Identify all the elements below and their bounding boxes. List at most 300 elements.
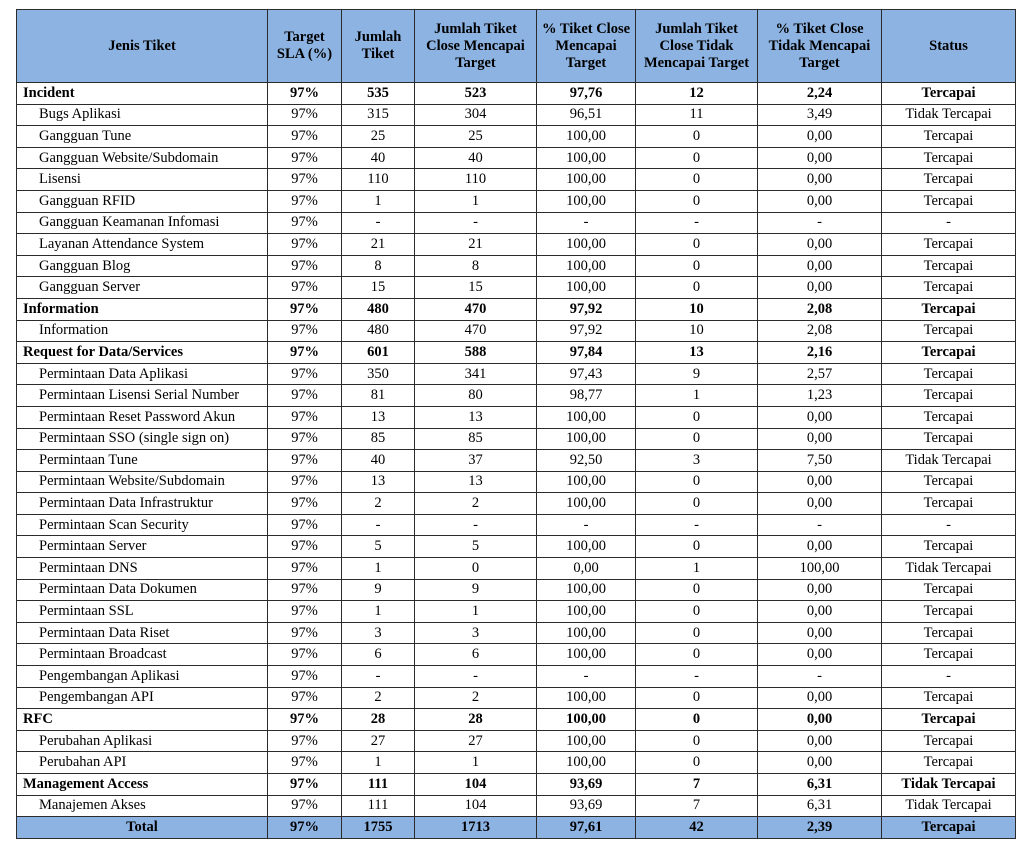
table-row (17, 622, 1016, 644)
cell-target-sla: 97% (268, 147, 342, 169)
cell-close-tidak-mencapai: 0 (636, 428, 758, 450)
cell-close-tidak-mencapai: 0 (636, 169, 758, 191)
cell-jumlah-tiket: 1 (342, 752, 415, 774)
cell-persen-close-mencapai: 96,51 (537, 104, 636, 126)
cell-persen-close-mencapai: 100,00 (537, 709, 636, 731)
table-row (17, 752, 1016, 774)
cell-persen-close-tidak-mencapai: - (758, 514, 882, 536)
table-row (17, 190, 1016, 212)
cell-persen-close-tidak-mencapai: 0,00 (758, 644, 882, 666)
table-row (17, 514, 1016, 536)
cell-jenis-tiket: Permintaan Lisensi Serial Number (17, 385, 268, 407)
cell-target-sla: 97% (268, 277, 342, 299)
cell-jenis-tiket: Perubahan API (17, 752, 268, 774)
cell-persen-close-tidak-mencapai: 0,00 (758, 579, 882, 601)
header-jumlah-tiket: Jumlah Tiket (342, 10, 415, 83)
cell-jenis-tiket: Permintaan Broadcast (17, 644, 268, 666)
cell-persen-close-tidak-mencapai: 0,00 (758, 147, 882, 169)
cell-persen-close-tidak-mencapai: 2,08 (758, 298, 882, 320)
cell-jumlah-tiket: 13 (342, 406, 415, 428)
cell-close-mencapai: 80 (415, 385, 537, 407)
cell-close-mencapai: 1713 (415, 817, 537, 839)
sla-ticket-table (16, 9, 1016, 839)
cell-target-sla: 97% (268, 817, 342, 839)
cell-close-mencapai: 470 (415, 298, 537, 320)
cell-status: Tidak Tercapai (882, 774, 1016, 796)
cell-close-tidak-mencapai: 0 (636, 190, 758, 212)
cell-jumlah-tiket: 535 (342, 83, 415, 105)
cell-jenis-tiket: Layanan Attendance System (17, 234, 268, 256)
cell-target-sla: 97% (268, 255, 342, 277)
cell-close-tidak-mencapai: 0 (636, 622, 758, 644)
cell-jumlah-tiket: 28 (342, 709, 415, 731)
cell-status: Tercapai (882, 817, 1016, 839)
cell-target-sla: 97% (268, 190, 342, 212)
cell-close-mencapai: 104 (415, 774, 537, 796)
cell-close-mencapai: 2 (415, 493, 537, 515)
cell-persen-close-tidak-mencapai: - (758, 212, 882, 234)
cell-close-mencapai: 37 (415, 450, 537, 472)
cell-persen-close-mencapai: - (537, 212, 636, 234)
cell-status: Tercapai (882, 730, 1016, 752)
cell-jenis-tiket: Pengembangan Aplikasi (17, 666, 268, 688)
cell-target-sla: 97% (268, 730, 342, 752)
cell-close-tidak-mencapai: 0 (636, 644, 758, 666)
cell-target-sla: 97% (268, 298, 342, 320)
cell-persen-close-tidak-mencapai: 0,00 (758, 255, 882, 277)
cell-close-tidak-mencapai: 42 (636, 817, 758, 839)
sla-ticket-table-container (16, 9, 1015, 839)
cell-jenis-tiket: Permintaan Scan Security (17, 514, 268, 536)
cell-close-tidak-mencapai: 9 (636, 363, 758, 385)
cell-close-tidak-mencapai: 0 (636, 687, 758, 709)
cell-close-mencapai: - (415, 666, 537, 688)
cell-jumlah-tiket: 6 (342, 644, 415, 666)
cell-close-tidak-mencapai: 0 (636, 579, 758, 601)
cell-close-tidak-mencapai: 11 (636, 104, 758, 126)
cell-close-tidak-mencapai: 0 (636, 536, 758, 558)
cell-close-mencapai: 1 (415, 752, 537, 774)
cell-target-sla: 97% (268, 385, 342, 407)
cell-jumlah-tiket: 110 (342, 169, 415, 191)
table-row (17, 363, 1016, 385)
cell-close-tidak-mencapai: 0 (636, 471, 758, 493)
cell-close-tidak-mencapai: 0 (636, 601, 758, 623)
cell-jenis-tiket: Information (17, 298, 268, 320)
cell-persen-close-mencapai: 100,00 (537, 687, 636, 709)
cell-persen-close-tidak-mencapai: 2,24 (758, 83, 882, 105)
cell-status: Tidak Tercapai (882, 104, 1016, 126)
cell-status: - (882, 666, 1016, 688)
cell-persen-close-mencapai: 97,84 (537, 342, 636, 364)
cell-jenis-tiket: Information (17, 320, 268, 342)
cell-close-tidak-mencapai: - (636, 514, 758, 536)
cell-target-sla: 97% (268, 234, 342, 256)
cell-persen-close-mencapai: 100,00 (537, 277, 636, 299)
table-group-row (17, 342, 1016, 364)
cell-persen-close-mencapai: 98,77 (537, 385, 636, 407)
table-group-row (17, 298, 1016, 320)
cell-target-sla: 97% (268, 687, 342, 709)
cell-close-tidak-mencapai: - (636, 666, 758, 688)
table-body (17, 83, 1016, 839)
cell-close-mencapai: 28 (415, 709, 537, 731)
cell-persen-close-tidak-mencapai: 0,00 (758, 709, 882, 731)
cell-close-mencapai: 21 (415, 234, 537, 256)
cell-close-mencapai: 13 (415, 406, 537, 428)
cell-close-mencapai: - (415, 514, 537, 536)
cell-status: Tercapai (882, 385, 1016, 407)
cell-target-sla: 97% (268, 622, 342, 644)
cell-persen-close-mencapai: 100,00 (537, 406, 636, 428)
cell-status: Tercapai (882, 190, 1016, 212)
cell-jenis-tiket: Permintaan Data Infrastruktur (17, 493, 268, 515)
cell-close-tidak-mencapai: 10 (636, 320, 758, 342)
cell-jumlah-tiket: 81 (342, 385, 415, 407)
cell-persen-close-mencapai: 97,43 (537, 363, 636, 385)
table-row (17, 169, 1016, 191)
table-row (17, 406, 1016, 428)
table-row (17, 536, 1016, 558)
cell-close-tidak-mencapai: 12 (636, 83, 758, 105)
cell-jumlah-tiket: 111 (342, 774, 415, 796)
cell-target-sla: 97% (268, 601, 342, 623)
cell-persen-close-mencapai: 97,92 (537, 298, 636, 320)
cell-persen-close-tidak-mencapai: 0,00 (758, 493, 882, 515)
cell-jumlah-tiket: - (342, 212, 415, 234)
cell-persen-close-mencapai: 100,00 (537, 601, 636, 623)
cell-jumlah-tiket: 2 (342, 493, 415, 515)
cell-target-sla: 97% (268, 342, 342, 364)
cell-close-mencapai: 5 (415, 536, 537, 558)
cell-jenis-tiket: Gangguan Keamanan Infomasi (17, 212, 268, 234)
cell-status: Tidak Tercapai (882, 795, 1016, 817)
table-row (17, 147, 1016, 169)
cell-persen-close-mencapai: 100,00 (537, 428, 636, 450)
header-jumlah-close-tidak-mencapai: Jumlah Tiket Close Tidak Mencapai Target (636, 10, 758, 83)
cell-jenis-tiket: RFC (17, 709, 268, 731)
cell-status: Tercapai (882, 169, 1016, 191)
cell-close-mencapai: 1 (415, 601, 537, 623)
cell-close-tidak-mencapai: 1 (636, 385, 758, 407)
cell-persen-close-mencapai: 92,50 (537, 450, 636, 472)
cell-close-tidak-mencapai: 0 (636, 234, 758, 256)
cell-close-tidak-mencapai: 3 (636, 450, 758, 472)
cell-jumlah-tiket: 27 (342, 730, 415, 752)
cell-target-sla: 97% (268, 126, 342, 148)
cell-jumlah-tiket: 40 (342, 450, 415, 472)
cell-close-mencapai: 110 (415, 169, 537, 191)
cell-persen-close-mencapai: 97,76 (537, 83, 636, 105)
table-row (17, 601, 1016, 623)
header-status: Status (882, 10, 1016, 83)
cell-close-tidak-mencapai: 0 (636, 406, 758, 428)
cell-target-sla: 97% (268, 471, 342, 493)
cell-status: Tercapai (882, 363, 1016, 385)
cell-jenis-tiket: Permintaan Data Dokumen (17, 579, 268, 601)
cell-status: - (882, 212, 1016, 234)
cell-close-mencapai: 341 (415, 363, 537, 385)
cell-jenis-tiket: Permintaan Server (17, 536, 268, 558)
cell-persen-close-tidak-mencapai: 1,23 (758, 385, 882, 407)
table-row (17, 579, 1016, 601)
cell-close-mencapai: 25 (415, 126, 537, 148)
header-persen-close-mencapai: % Tiket Close Mencapai Target (537, 10, 636, 83)
cell-close-mencapai: 13 (415, 471, 537, 493)
header-jumlah-close-mencapai: Jumlah Tiket Close Mencapai Target (415, 10, 537, 83)
cell-status: Tercapai (882, 687, 1016, 709)
cell-status: Tercapai (882, 471, 1016, 493)
cell-persen-close-tidak-mencapai: 6,31 (758, 795, 882, 817)
cell-persen-close-tidak-mencapai: 0,00 (758, 169, 882, 191)
cell-status: Tercapai (882, 644, 1016, 666)
cell-persen-close-mencapai: 97,92 (537, 320, 636, 342)
cell-persen-close-mencapai: 100,00 (537, 644, 636, 666)
table-group-row (17, 83, 1016, 105)
cell-persen-close-tidak-mencapai: 0,00 (758, 730, 882, 752)
cell-jenis-tiket: Permintaan Website/Subdomain (17, 471, 268, 493)
cell-status: Tercapai (882, 536, 1016, 558)
cell-persen-close-tidak-mencapai: 3,49 (758, 104, 882, 126)
cell-target-sla: 97% (268, 558, 342, 580)
cell-jenis-tiket: Gangguan RFID (17, 190, 268, 212)
cell-status: Tercapai (882, 428, 1016, 450)
cell-close-tidak-mencapai: 7 (636, 795, 758, 817)
cell-jumlah-tiket: 1 (342, 558, 415, 580)
cell-close-tidak-mencapai: 0 (636, 730, 758, 752)
cell-target-sla: 97% (268, 363, 342, 385)
cell-jenis-tiket: Perubahan Aplikasi (17, 730, 268, 752)
cell-jumlah-tiket: 3 (342, 622, 415, 644)
cell-status: Tercapai (882, 493, 1016, 515)
cell-persen-close-mencapai: 100,00 (537, 190, 636, 212)
cell-close-tidak-mencapai: 0 (636, 147, 758, 169)
cell-persen-close-tidak-mencapai: 2,57 (758, 363, 882, 385)
cell-status: Tercapai (882, 320, 1016, 342)
cell-persen-close-mencapai: 100,00 (537, 126, 636, 148)
cell-persen-close-tidak-mencapai: 0,00 (758, 428, 882, 450)
cell-jenis-tiket: Permintaan Reset Password Akun (17, 406, 268, 428)
cell-jumlah-tiket: 601 (342, 342, 415, 364)
cell-status: Tercapai (882, 579, 1016, 601)
table-row (17, 126, 1016, 148)
cell-target-sla: 97% (268, 83, 342, 105)
cell-close-mencapai: 85 (415, 428, 537, 450)
cell-close-mencapai: - (415, 212, 537, 234)
table-row (17, 277, 1016, 299)
cell-close-mencapai: 40 (415, 147, 537, 169)
cell-jumlah-tiket: 8 (342, 255, 415, 277)
cell-close-tidak-mencapai: 0 (636, 126, 758, 148)
table-row (17, 212, 1016, 234)
cell-close-tidak-mencapai: 0 (636, 752, 758, 774)
cell-status: Tercapai (882, 298, 1016, 320)
cell-jumlah-tiket: 25 (342, 126, 415, 148)
cell-jenis-tiket: Management Access (17, 774, 268, 796)
cell-persen-close-tidak-mencapai: 0,00 (758, 601, 882, 623)
cell-target-sla: 97% (268, 212, 342, 234)
cell-persen-close-mencapai: 100,00 (537, 147, 636, 169)
table-row (17, 471, 1016, 493)
cell-jumlah-tiket: 13 (342, 471, 415, 493)
table-row (17, 385, 1016, 407)
table-row (17, 795, 1016, 817)
cell-close-tidak-mencapai: 7 (636, 774, 758, 796)
cell-close-tidak-mencapai: 13 (636, 342, 758, 364)
cell-status: Tercapai (882, 147, 1016, 169)
cell-persen-close-tidak-mencapai: 6,31 (758, 774, 882, 796)
cell-persen-close-mencapai: 93,69 (537, 774, 636, 796)
cell-persen-close-tidak-mencapai: 0,00 (758, 622, 882, 644)
cell-target-sla: 97% (268, 514, 342, 536)
cell-status: Tidak Tercapai (882, 558, 1016, 580)
cell-jenis-tiket: Permintaan DNS (17, 558, 268, 580)
cell-jenis-tiket: Permintaan Data Riset (17, 622, 268, 644)
cell-close-mencapai: 6 (415, 644, 537, 666)
cell-close-mencapai: 470 (415, 320, 537, 342)
cell-status: Tercapai (882, 752, 1016, 774)
table-group-row (17, 709, 1016, 731)
table-row (17, 687, 1016, 709)
cell-target-sla: 97% (268, 795, 342, 817)
cell-persen-close-mencapai: 100,00 (537, 752, 636, 774)
cell-persen-close-mencapai: 100,00 (537, 536, 636, 558)
cell-target-sla: 97% (268, 536, 342, 558)
table-header-row (17, 10, 1016, 83)
header-jenis-tiket: Jenis Tiket (17, 10, 268, 83)
cell-target-sla: 97% (268, 104, 342, 126)
cell-status: Tercapai (882, 406, 1016, 428)
cell-close-tidak-mencapai: 10 (636, 298, 758, 320)
cell-persen-close-tidak-mencapai: - (758, 666, 882, 688)
cell-jenis-tiket: Total (17, 817, 268, 839)
cell-status: Tercapai (882, 255, 1016, 277)
cell-target-sla: 97% (268, 644, 342, 666)
cell-jumlah-tiket: 15 (342, 277, 415, 299)
cell-persen-close-mencapai: 100,00 (537, 622, 636, 644)
cell-target-sla: 97% (268, 169, 342, 191)
cell-persen-close-mencapai: 100,00 (537, 493, 636, 515)
cell-persen-close-tidak-mencapai: 2,16 (758, 342, 882, 364)
cell-persen-close-mencapai: - (537, 666, 636, 688)
cell-target-sla: 97% (268, 774, 342, 796)
cell-persen-close-tidak-mencapai: 2,39 (758, 817, 882, 839)
cell-target-sla: 97% (268, 666, 342, 688)
cell-jenis-tiket: Manajemen Akses (17, 795, 268, 817)
cell-status: Tercapai (882, 342, 1016, 364)
cell-jumlah-tiket: - (342, 514, 415, 536)
cell-jumlah-tiket: 85 (342, 428, 415, 450)
cell-status: Tercapai (882, 83, 1016, 105)
cell-close-mencapai: 15 (415, 277, 537, 299)
cell-jenis-tiket: Lisensi (17, 169, 268, 191)
cell-persen-close-mencapai: 100,00 (537, 579, 636, 601)
cell-persen-close-tidak-mencapai: 7,50 (758, 450, 882, 472)
cell-close-tidak-mencapai: - (636, 212, 758, 234)
cell-status: - (882, 514, 1016, 536)
cell-close-mencapai: 3 (415, 622, 537, 644)
table-row (17, 558, 1016, 580)
table-row (17, 666, 1016, 688)
cell-status: Tercapai (882, 622, 1016, 644)
cell-status: Tidak Tercapai (882, 450, 1016, 472)
table-row (17, 104, 1016, 126)
cell-persen-close-mencapai: 100,00 (537, 234, 636, 256)
cell-target-sla: 97% (268, 320, 342, 342)
cell-close-mencapai: 304 (415, 104, 537, 126)
cell-jumlah-tiket: 2 (342, 687, 415, 709)
cell-jumlah-tiket: 480 (342, 298, 415, 320)
cell-status: Tercapai (882, 601, 1016, 623)
cell-persen-close-tidak-mencapai: 0,00 (758, 687, 882, 709)
cell-persen-close-mencapai: 97,61 (537, 817, 636, 839)
cell-close-tidak-mencapai: 0 (636, 277, 758, 299)
cell-target-sla: 97% (268, 493, 342, 515)
cell-target-sla: 97% (268, 709, 342, 731)
cell-jumlah-tiket: 9 (342, 579, 415, 601)
cell-target-sla: 97% (268, 450, 342, 472)
table-total-row (17, 817, 1016, 839)
table-row (17, 730, 1016, 752)
cell-close-mencapai: 104 (415, 795, 537, 817)
cell-persen-close-tidak-mencapai: 0,00 (758, 536, 882, 558)
cell-persen-close-mencapai: 100,00 (537, 169, 636, 191)
cell-status: Tercapai (882, 234, 1016, 256)
table-row (17, 320, 1016, 342)
cell-persen-close-tidak-mencapai: 0,00 (758, 752, 882, 774)
cell-close-tidak-mencapai: 1 (636, 558, 758, 580)
cell-target-sla: 97% (268, 428, 342, 450)
table-group-row (17, 774, 1016, 796)
cell-close-mencapai: 27 (415, 730, 537, 752)
cell-jenis-tiket: Gangguan Website/Subdomain (17, 147, 268, 169)
cell-persen-close-mencapai: 100,00 (537, 471, 636, 493)
cell-close-mencapai: 523 (415, 83, 537, 105)
cell-close-tidak-mencapai: 0 (636, 493, 758, 515)
cell-jumlah-tiket: - (342, 666, 415, 688)
cell-persen-close-tidak-mencapai: 2,08 (758, 320, 882, 342)
cell-jenis-tiket: Request for Data/Services (17, 342, 268, 364)
cell-persen-close-mencapai: 93,69 (537, 795, 636, 817)
table-row (17, 493, 1016, 515)
table-row (17, 644, 1016, 666)
cell-jumlah-tiket: 1 (342, 190, 415, 212)
table-row (17, 234, 1016, 256)
cell-jumlah-tiket: 350 (342, 363, 415, 385)
header-target-sla: Target SLA (%) (268, 10, 342, 83)
cell-jumlah-tiket: 21 (342, 234, 415, 256)
cell-close-tidak-mencapai: 0 (636, 255, 758, 277)
cell-close-mencapai: 1 (415, 190, 537, 212)
cell-close-mencapai: 2 (415, 687, 537, 709)
cell-target-sla: 97% (268, 752, 342, 774)
cell-jumlah-tiket: 1755 (342, 817, 415, 839)
cell-close-mencapai: 9 (415, 579, 537, 601)
cell-persen-close-tidak-mencapai: 0,00 (758, 234, 882, 256)
cell-persen-close-tidak-mencapai: 0,00 (758, 471, 882, 493)
cell-persen-close-mencapai: 100,00 (537, 730, 636, 752)
cell-jenis-tiket: Gangguan Server (17, 277, 268, 299)
cell-close-mencapai: 588 (415, 342, 537, 364)
cell-jenis-tiket: Bugs Aplikasi (17, 104, 268, 126)
cell-status: Tercapai (882, 709, 1016, 731)
cell-jenis-tiket: Gangguan Blog (17, 255, 268, 277)
cell-jenis-tiket: Permintaan SSL (17, 601, 268, 623)
cell-jenis-tiket: Permintaan Data Aplikasi (17, 363, 268, 385)
cell-status: Tercapai (882, 126, 1016, 148)
cell-jenis-tiket: Pengembangan API (17, 687, 268, 709)
cell-jumlah-tiket: 315 (342, 104, 415, 126)
